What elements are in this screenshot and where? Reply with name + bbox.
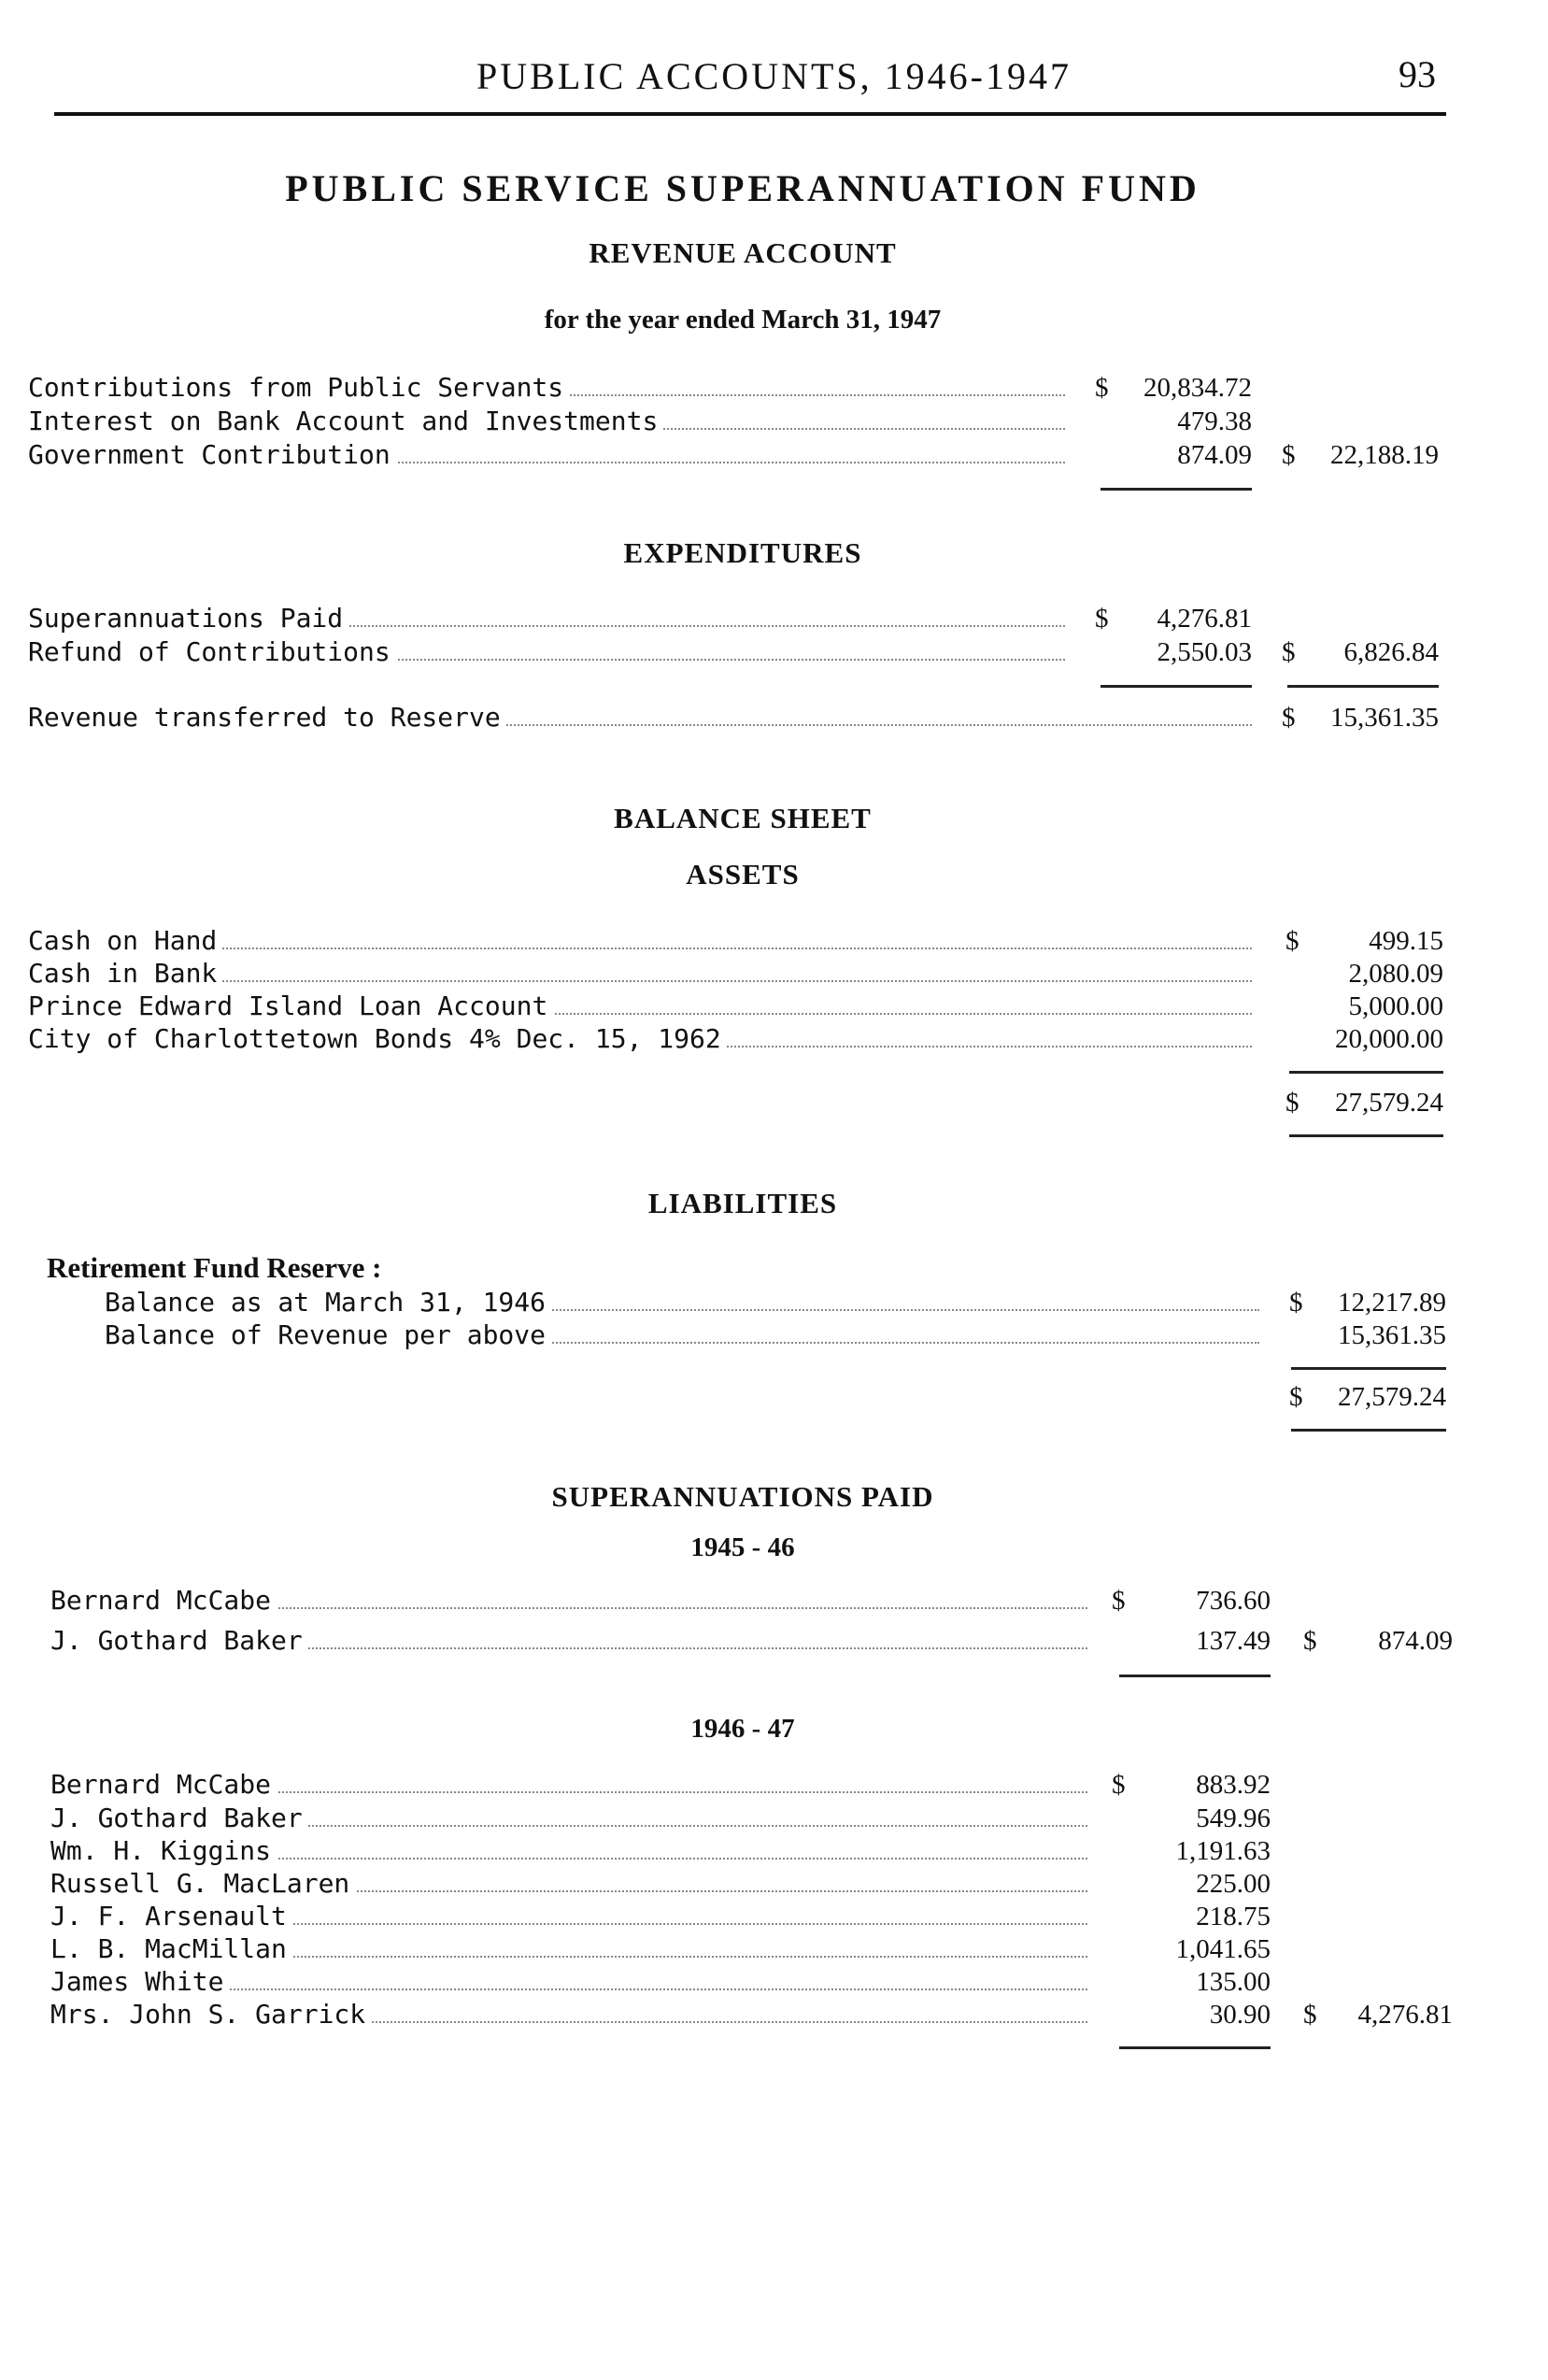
row-amount: 479.38 [1177,406,1252,436]
row-amount: 30.90 [1209,2000,1271,2030]
row-amount: 4,276.81 [1157,604,1252,634]
revenue-period: for the year ended March 31, 1947 [544,305,942,335]
row-total: 874.09 [1378,1626,1453,1656]
dollar-sign: $ [1289,1382,1303,1412]
row-total: 15,361.35 [1330,703,1439,733]
revenue-row [0,405,1548,438]
dollar-sign: $ [1112,1770,1126,1800]
row-label: Government Contribution [28,439,396,470]
row-label: Balance of Revenue per above [105,1319,551,1350]
row-label: James White [50,1966,229,1997]
dollar-sign: $ [1285,926,1299,956]
asset-row [0,990,1548,1023]
liabilities-total-row [0,1380,1548,1414]
row-label: City of Charlottetown Bonds 4% Dec. 15, 1962 [28,1023,727,1054]
row-label: Revenue transferred to Reserve [28,702,506,733]
assets-total-row [0,1086,1548,1119]
liabilities-heading: LIABILITIES [647,1187,838,1219]
asset-row [0,1022,1548,1056]
row-amount: 883.92 [1196,1770,1271,1800]
row-label: Superannuations Paid [28,603,348,634]
subtotal-rule [1287,685,1439,688]
subtotal-rule [1119,2046,1271,2049]
row-label: Bernard McCabe [50,1769,277,1800]
row-total: 22,188.19 [1330,440,1439,470]
transfer-row [0,701,1548,734]
assets-total: 27,579.24 [1335,1088,1443,1118]
pension-row [0,1624,1548,1658]
row-amount: 20,000.00 [1335,1024,1443,1054]
pension-row [0,1965,1548,1999]
row-label: L. B. MacMillan [50,1933,292,1964]
row-label: Wm. H. Kiggins [50,1835,277,1866]
dollar-sign: $ [1095,604,1109,634]
row-amount: 218.75 [1196,1902,1271,1931]
revenue-row [0,371,1548,405]
superannuations-heading: SUPERANNUATIONS PAID [551,1480,934,1513]
row-amount: 1,191.63 [1175,1836,1271,1866]
year-heading-1946: 1946 - 47 [690,1714,795,1744]
reserve-label: Retirement Fund Reserve : [47,1251,382,1284]
subtotal-rule [1291,1367,1446,1370]
row-label: J. Gothard Baker [50,1803,308,1833]
revenue-row [0,438,1548,472]
row-label: Russell G. MacLaren [50,1868,355,1899]
liability-row [0,1286,1548,1319]
pension-row [0,1584,1548,1618]
row-total: 6,826.84 [1343,637,1439,667]
row-total: 4,276.81 [1357,2000,1453,2030]
row-amount: 2,080.09 [1348,959,1443,989]
row-label: Interest on Bank Account and Investments [28,406,663,436]
pension-row [0,1834,1548,1868]
liability-row [0,1318,1548,1352]
dollar-sign: $ [1303,1626,1317,1656]
row-label: J. Gothard Baker [50,1625,308,1656]
row-label: Prince Edward Island Loan Account [28,990,553,1021]
row-label: J. F. Arsenault [50,1901,292,1931]
page-number: 93 [1399,53,1436,95]
assets-heading: ASSETS [686,858,800,891]
row-amount: 135.00 [1196,1967,1271,1997]
expenditures-heading: EXPENDITURES [623,536,862,569]
row-label: Cash in Bank [28,958,222,989]
expenditure-row [0,602,1548,635]
dollar-sign: $ [1095,373,1109,403]
dollar-sign: $ [1303,2000,1317,2030]
pension-row [0,1900,1548,1933]
subtotal-rule [1101,685,1252,688]
header-rule [54,112,1446,116]
year-heading-1945: 1945 - 46 [690,1532,795,1562]
pension-row [0,1998,1548,2031]
liabilities-total: 27,579.24 [1338,1382,1446,1412]
revenue-heading: REVENUE ACCOUNT [589,236,897,269]
dollar-sign: $ [1282,440,1296,470]
row-label: Mrs. John S. Garrick [50,1999,371,2030]
dollar-sign: $ [1112,1586,1126,1616]
fund-title: PUBLIC SERVICE SUPERANNUATION FUND [285,167,1200,209]
dollar-sign: $ [1282,703,1296,733]
row-amount: 225.00 [1196,1869,1271,1899]
subtotal-rule [1289,1071,1443,1074]
row-amount: 499.15 [1369,926,1443,956]
expenditure-row [0,635,1548,669]
subtotal-rule [1101,488,1252,491]
row-amount: 549.96 [1196,1803,1271,1833]
total-rule [1291,1429,1446,1432]
pension-row [0,1932,1548,1966]
subtotal-rule [1119,1675,1271,1677]
row-amount: 5,000.00 [1348,991,1443,1021]
row-label: Bernard McCabe [50,1585,277,1616]
row-amount: 874.09 [1177,440,1252,470]
row-amount: 12,217.89 [1338,1288,1446,1318]
total-rule [1289,1134,1443,1137]
row-label: Refund of Contributions [28,636,396,667]
row-amount: 20,834.72 [1143,373,1252,403]
row-amount: 736.60 [1196,1586,1271,1616]
row-amount: 2,550.03 [1157,637,1252,667]
row-amount: 15,361.35 [1338,1320,1446,1350]
pension-row [0,1768,1548,1802]
row-label: Cash on Hand [28,925,222,956]
asset-row [0,924,1548,958]
row-label: Balance as at March 31, 1946 [105,1287,551,1318]
asset-row [0,957,1548,990]
dollar-sign: $ [1282,637,1296,667]
dollar-sign: $ [1285,1088,1299,1118]
row-amount: 1,041.65 [1175,1934,1271,1964]
row-label: Contributions from Public Servants [28,372,569,403]
dollar-sign: $ [1289,1288,1303,1318]
page-header-title: PUBLIC ACCOUNTS, 1946-1947 [476,55,1072,97]
pension-row [0,1867,1548,1901]
balance-sheet-heading: BALANCE SHEET [614,802,872,834]
pension-row [0,1802,1548,1835]
row-amount: 137.49 [1196,1626,1271,1656]
